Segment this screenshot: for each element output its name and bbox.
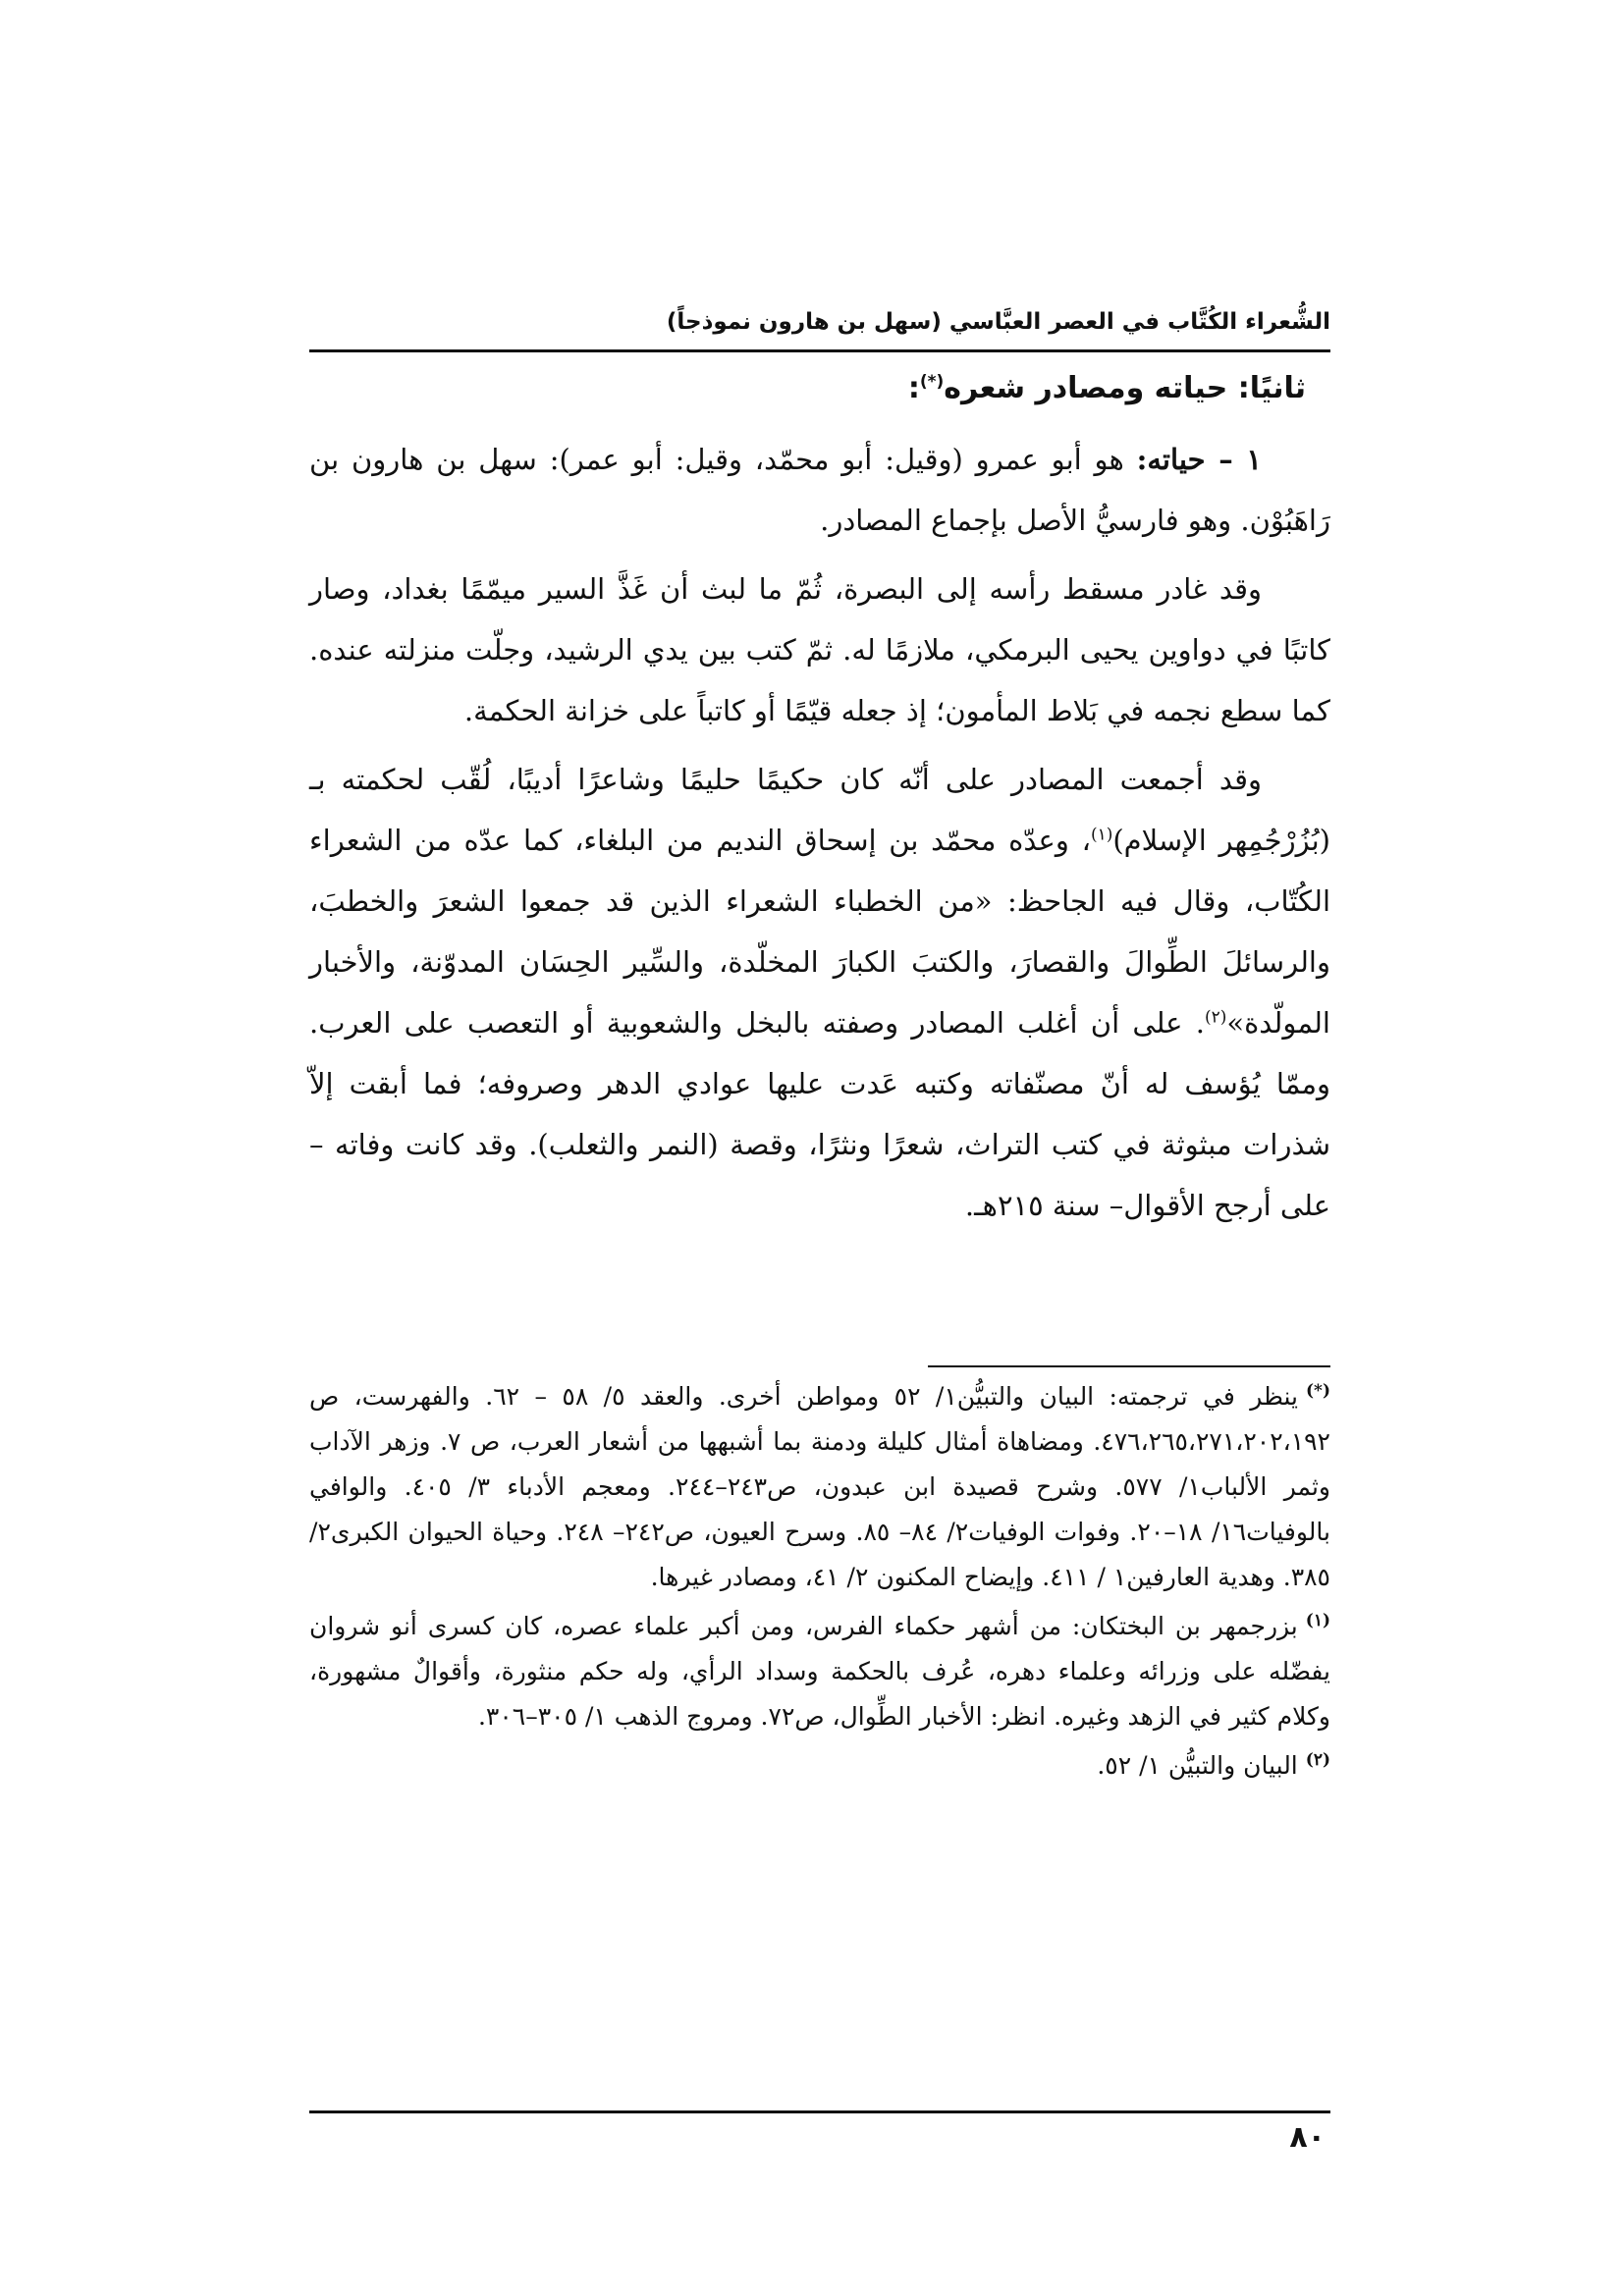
footnote-1 xyxy=(309,1604,1330,1739)
main-text xyxy=(309,358,1330,1236)
footnote-2-text: البيان والتبيُّن ١/ ٥٢. xyxy=(1097,1751,1298,1780)
footnote-ref-1: (١) xyxy=(1090,825,1113,845)
page-number: ٨٠ xyxy=(1289,2120,1326,2155)
section-heading-note-mark: (*) xyxy=(919,372,945,392)
paragraph-3-part-b: ، وعدّه محمّد بن إسحاق النديم من البلغاء، كما عدّه من الشعراء الكُتّاب، وقال فيه الجاحظ: «من الخطباء الشعراء الذين قد جمعوا الشعرَ والخطبَ، والرسائلَ الطِّوالَ والقصارَ، والكتبَ الكبارَ المخلّدة، والسِّير الحِسَان المدوّنة، والأخبار المولّدة» xyxy=(309,824,1330,1040)
footer-rule xyxy=(309,2110,1330,2113)
footnote-separator xyxy=(928,1365,1330,1367)
paragraph-2: وقد غادر مسقط رأسه إلى البصرة، ثُمّ ما لبث أن غَذَّ السير ميمّمًا بغداد، وصار كاتبًا في دواوين يحيى البرمكي، ملازمًا له. ثمّ كتب بين يدي الرشيد، وجلّت منزلته عنده. كما سطع نجمه في بَلاط المأمون؛ إذ جعله قيّمًا أو كاتباً على خزانة الحكمة. xyxy=(309,572,1330,727)
footnote-star xyxy=(309,1374,1330,1600)
section-heading-text: ثانيًا: حياته ومصادر شعره xyxy=(944,371,1306,405)
footnote-1-text: بزرجمهر بن البختكان: من أشهر حكماء الفرس، ومن أكبر علماء عصره، كان كسرى أنو شروان يفضّله على وزرائه وعلماء دهره، عُرف بالحكمة وسداد الرأي، وله حكم منثورة، وأقوالٌ مشهورة، وكلام كثير في الزهد وغيره. انظر: الأخبار الطِّوال، ص٧٢. ومروج الذهب ١/ ٣٠٥–٣٠٦. xyxy=(309,1612,1330,1731)
running-header: الشُّعراء الكُتَّاب في العصر العبَّاسي (سهل بن هارون نموذجاً) xyxy=(666,309,1330,335)
paragraph-1 xyxy=(309,429,1330,551)
footnote-star-mark: (*) xyxy=(1306,1380,1330,1401)
footnote-ref-2: (٢) xyxy=(1204,1007,1227,1028)
footnote-2-mark: (٢) xyxy=(1305,1749,1330,1770)
header-rule xyxy=(309,349,1330,352)
paragraph-3-part-a: وقد أجمعت المصادر على أنّه كان حكيمًا حليمًا وشاعرًا أديبًا، لُقّب لحكمته بـ (بُزُرْجُمِهر الإسلام) xyxy=(309,763,1331,857)
paragraph-3-part-c: . على أن أغلب المصادر وصفته بالبخل والشعوبية أو التعصب على العرب. وممّا يُؤسف له أنّ مصنّفاته وكتبه عَدت عليها عوادي الدهر وصروفه؛ فما أبقت إلاّ شذرات مبثوثة في كتب التراث، شعرًا ونثرًا، وقصة (النمر والثعلب). وقد كانت وفاته – على أرجح الأقوال– سنة ٢١٥هـ. xyxy=(309,1006,1331,1222)
paragraph-1-text: هو أبو عمرو (وقيل: أبو محمّد، وقيل: أبو عمر): سهل بن هارون بن رَاهَبُوْن. وهو فارسيُّ الأصل بإجماع المصادر. xyxy=(309,443,1330,537)
paragraph-1-lead: ١ – حياته: xyxy=(1136,443,1262,476)
footnote-2 xyxy=(309,1743,1330,1789)
section-heading-colon: : xyxy=(907,371,920,405)
footnote-star-text: ينظر في ترجمته: البيان والتبيُّن١/ ٥٢ ومواطن أخرى. والعقد ٥/ ٥٨ – ٦٢. والفهرست، ص ٤٧٦،٢٦٥،٢٧١،٢٠٢،١٩٢. ومضاهاة أمثال كليلة ودمنة بما أشبهها من أشعار العرب، ص ٧. وزهر الآداب وثمر الألباب١/ ٥٧٧. وشرح قصيدة ابن عبدون، ص٢٤٣–٢٤٤. ومعجم الأدباء ٣/ ٤٠٥. والوافي بالوفيات١٦/ ١٨–٢٠. وفوات الوفيات٢/ ٨٤– ٨٥. وسرح العيون، ص٢٤٢– ٢٤٨. وحياة الحيوان الكبرى٢/ ٣٨٥. وهدية العارفين١ / ٤١١. وإيضاح المكنون ٢/ ٤١، ومصادر غيرها. xyxy=(309,1382,1330,1591)
footnote-1-mark: (١) xyxy=(1305,1610,1330,1630)
footnotes xyxy=(309,1374,1330,1792)
section-heading xyxy=(309,358,1330,419)
paragraph-3 xyxy=(309,749,1330,1236)
